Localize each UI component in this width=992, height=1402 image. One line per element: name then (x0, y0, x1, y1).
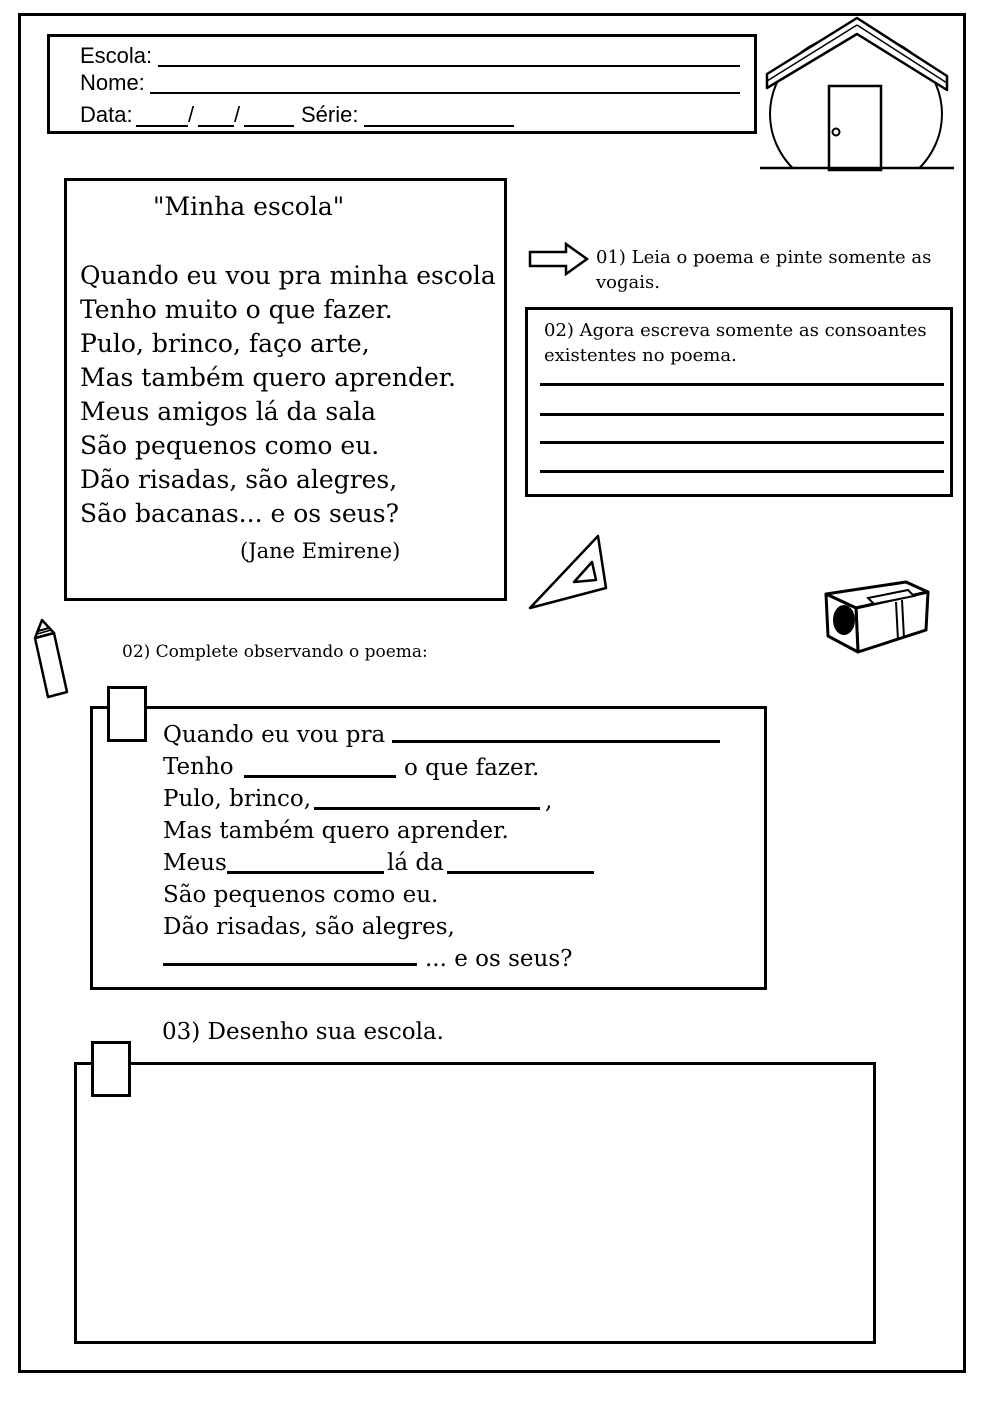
blank-field[interactable] (163, 963, 417, 966)
poem-line: São bacanas... e os seus? (80, 499, 399, 528)
paper-tab-decoration (107, 686, 147, 742)
complete-line-1: Quando eu vou pra (163, 722, 386, 748)
blank-field[interactable] (447, 871, 594, 874)
complete-line-5a: Meus (163, 850, 227, 876)
complete-line-2b: o que fazer. (404, 755, 540, 781)
poem-line: Quando eu vou pra minha escola (80, 261, 496, 290)
answer-line[interactable] (540, 413, 944, 416)
complete-line-5b: lá da (387, 850, 444, 876)
complete-line-2a: Tenho (163, 754, 234, 780)
poem-line: Mas também quero aprender. (80, 363, 456, 392)
complete-line-6: São pequenos como eu. (163, 882, 439, 908)
data-separator-2: / (234, 102, 241, 127)
instruction-2: 02) Agora escreva somente as consoantes existentes no poema. (544, 320, 927, 366)
data-label: Data: (80, 102, 133, 127)
nome-label: Nome: (80, 70, 145, 95)
pencil-icon (30, 616, 72, 702)
drawing-instruction: 03) Desenho sua escola. (162, 1019, 444, 1045)
blank-field[interactable] (244, 775, 396, 778)
consonants-box (525, 307, 953, 497)
serie-field[interactable] (364, 125, 514, 127)
answer-line[interactable] (540, 441, 944, 444)
blank-field[interactable] (392, 740, 720, 743)
poem-line: São pequenos como eu. (80, 431, 380, 460)
instruction-1: 01) Leia o poema e pinte somente as vogais. (596, 247, 932, 293)
complete-line-8: ... e os seus? (425, 946, 573, 972)
escola-field[interactable] (158, 65, 740, 67)
complete-line-3b: , (545, 788, 553, 814)
serie-label: Série: (301, 102, 359, 127)
complete-instruction: 02) Complete observando o poema: (122, 642, 428, 662)
blank-field[interactable] (314, 807, 540, 810)
poem-line: Pulo, brinco, faço arte, (80, 329, 370, 358)
answer-line[interactable] (540, 470, 944, 473)
set-square-icon (526, 532, 612, 612)
escola-label: Escola: (80, 43, 153, 68)
drawing-area[interactable] (74, 1062, 876, 1344)
poem-text (80, 259, 496, 531)
poem-box (64, 178, 507, 601)
data-month-field[interactable] (198, 125, 234, 127)
blank-field[interactable] (227, 871, 384, 874)
student-info-box (47, 34, 757, 134)
house-icon (755, 14, 960, 174)
data-separator-1: / (188, 102, 195, 127)
data-year-field[interactable] (244, 125, 294, 127)
poem-line: Meus amigos lá da sala (80, 397, 377, 426)
nome-field[interactable] (150, 92, 740, 94)
arrow-right-icon (528, 242, 590, 276)
poem-author: (Jane Emirene) (240, 539, 401, 563)
poem-title: "Minha escola" (153, 192, 345, 221)
answer-line[interactable] (540, 383, 944, 386)
complete-line-3a: Pulo, brinco, (163, 786, 312, 812)
poem-line: Dão risadas, são alegres, (80, 465, 398, 494)
pencil-sharpener-icon (818, 574, 934, 658)
data-day-field[interactable] (136, 125, 188, 127)
paper-tab-decoration (91, 1041, 131, 1097)
complete-line-7: Dão risadas, são alegres, (163, 914, 455, 940)
complete-line-4: Mas também quero aprender. (163, 818, 509, 844)
poem-line: Tenho muito o que fazer. (80, 295, 393, 324)
complete-poem-box (90, 706, 767, 990)
